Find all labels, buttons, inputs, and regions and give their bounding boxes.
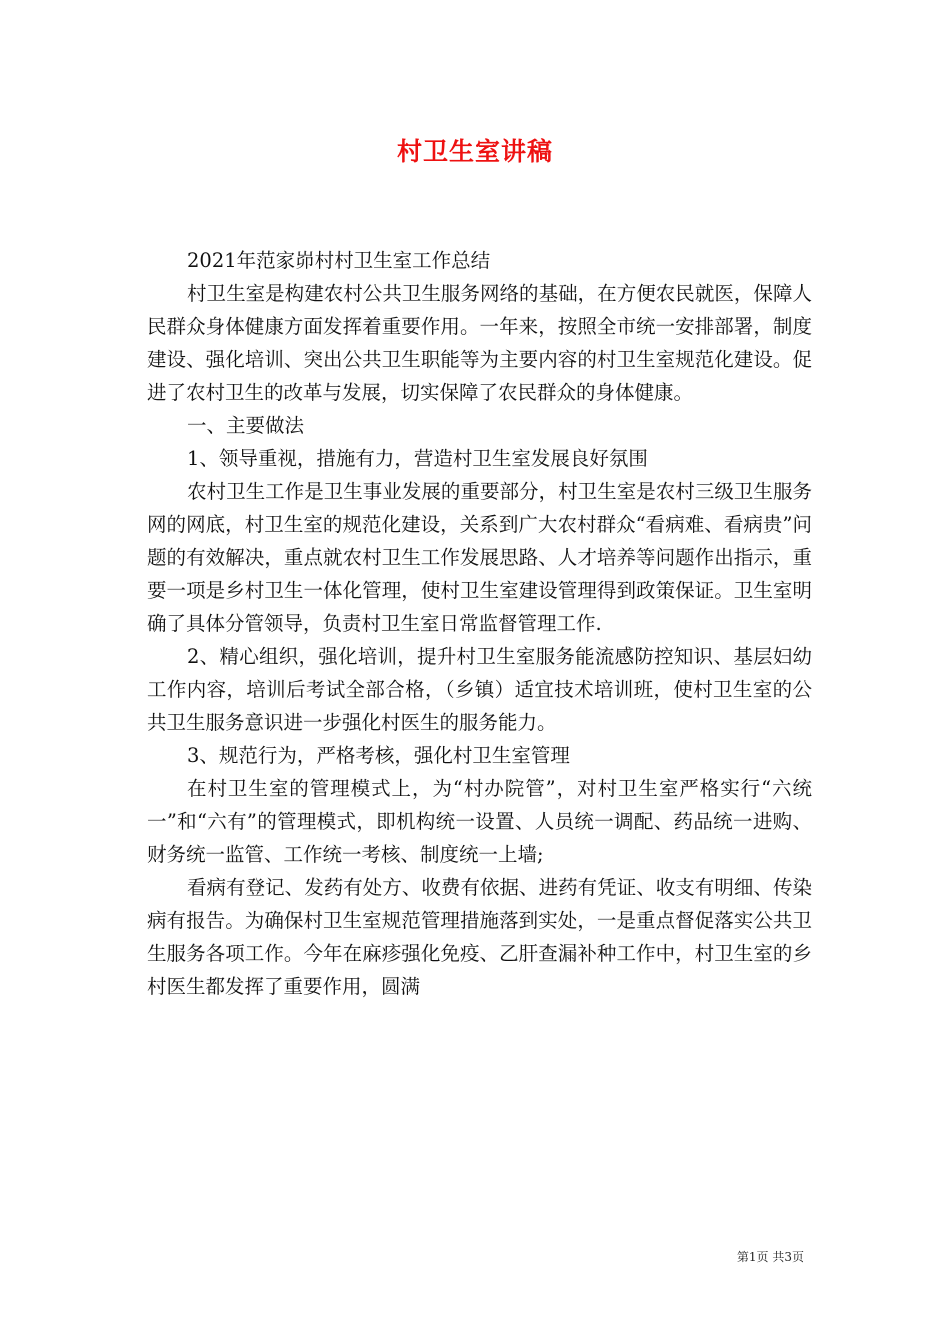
paragraph-3: 在村卫生室的管理模式上，为“村办院管”，对村卫生室严格实行“六统一”和“六有”的管理模式，即机构统一设置、人员统一调配、药品统一进购、财务统一监管、工作统一考核、制度统一上墙; [147,777,812,866]
document-body [147,244,812,1003]
report-heading: 2021年范家峁村村卫生室工作总结 [187,249,491,272]
page-number: 第1页 共3页 [736,1250,804,1264]
section-heading-main-practices: 一、主要做法 [187,414,305,437]
paragraph-2: 2、精心组织，强化培训，提升村卫生室服务能流感防控知识、基层妇幼工作内容，培训后考试全部合格，（乡镇）适宜技术培训班，使村卫生室的公共卫生服务意识进一步强化村医生的服务能力。 [147,645,812,734]
subheading-1: 1、领导重视，措施有力，营造村卫生室发展良好氛围 [187,447,648,470]
subheading-3: 3、规范行为，严格考核，强化村卫生室管理 [187,744,570,767]
document-title: 村卫生室讲稿 [396,137,553,166]
paragraph-1: 农村卫生工作是卫生事业发展的重要部分，村卫生室是农村三级卫生服务网的网底，村卫生室的规范化建设，关系到广大农村群众“看病难、看病贵”问题的有效解决，重点就农村卫生工作发展思路、人才培养等问题作出指示，重要一项是乡村卫生一体化管理，使村卫生室建设管理得到政策保证。卫生室明确了具体分管领导，负责村卫生室日常监督管理工作. [147,480,812,635]
paragraph-4: 看病有登记、发药有处方、收费有依据、进药有凭证、收支有明细、传染病有报告。为确保村卫生室规范管理措施落到实处，一是重点督促落实公共卫生服务各项工作。今年在麻疹强化免疫、乙肝查漏补种工作中，村卫生室的乡村医生都发挥了重要作用，圆满 [147,876,812,998]
paragraph-intro: 村卫生室是构建农村公共卫生服务网络的基础，在方便农民就医，保障人民群众身体健康方面发挥着重要作用。一年来，按照全市统一安排部署，制度建设、强化培训、突出公共卫生职能等为主要内容的村卫生室规范化建设。促进了农村卫生的改革与发展，切实保障了农民群众的身体健康。 [147,282,812,404]
